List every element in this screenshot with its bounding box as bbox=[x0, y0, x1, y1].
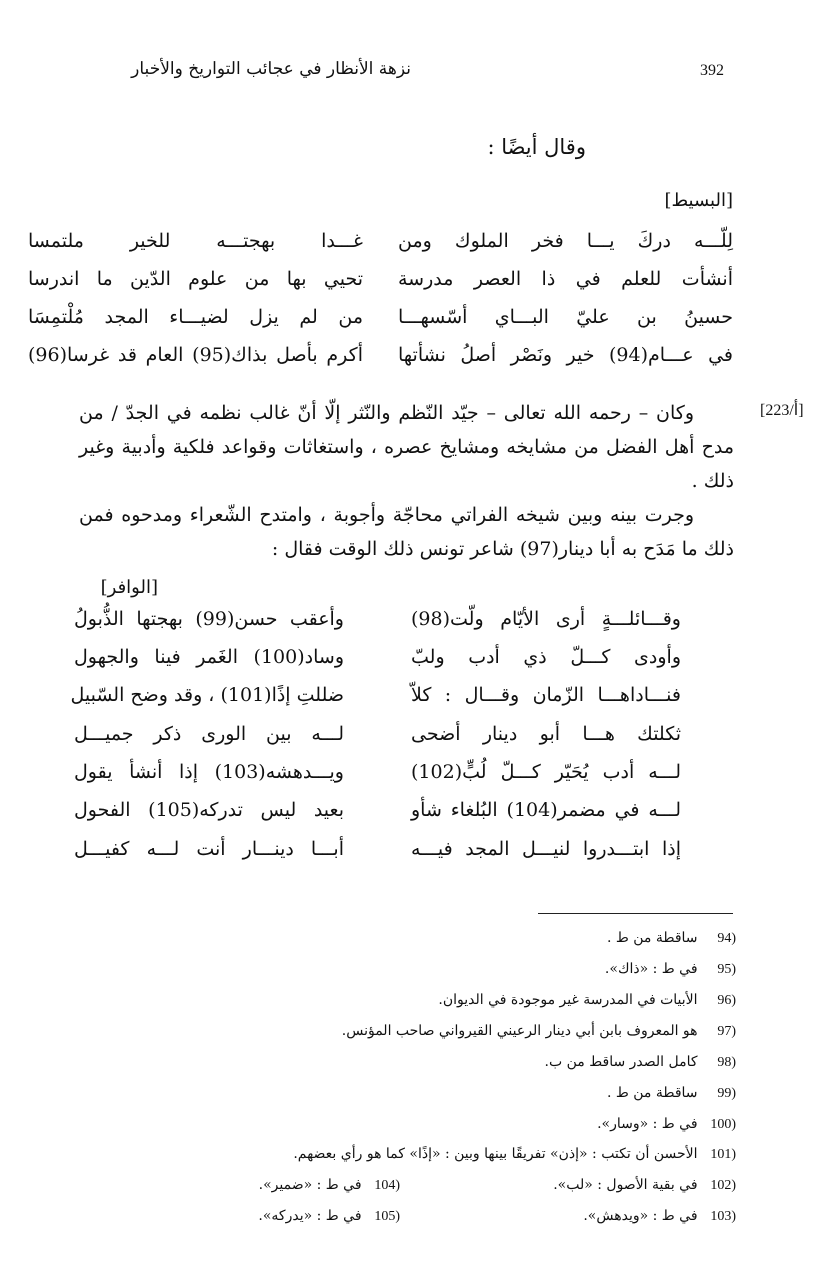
prose-block bbox=[79, 396, 734, 566]
footnote-text: كامل الصدر ساقط من ب. bbox=[544, 1054, 698, 1070]
verse-first-hemistich: ثكلتك هـــا أبو دينار أضحى bbox=[411, 723, 681, 745]
verse-first-hemistich: وقـــائلـــةٍ أرى الأيّام ولّت(98) bbox=[411, 608, 681, 630]
verse-second-hemistich: ويـــدهشه(103) إذا أنشأ يقول bbox=[74, 761, 344, 783]
poem2-verse bbox=[74, 799, 681, 833]
footnote-text: في بقية الأصول : «لب». bbox=[553, 1177, 698, 1193]
verse-first-hemistich: وأودى كـــلّ ذي أدب ولبّ bbox=[411, 646, 681, 668]
verse-first-hemistich: حسينُ بن عليّ البـــاي أسّسهـــا bbox=[398, 306, 733, 328]
footnote bbox=[553, 1177, 736, 1194]
verse-first-hemistich: في عـــام(94) خير ونَصْر أصلُ نشأتها bbox=[398, 344, 733, 366]
poem1-verse bbox=[28, 344, 733, 378]
poem2-verse bbox=[74, 646, 681, 680]
footnote bbox=[597, 1116, 736, 1133]
verse-second-hemistich: أكرم بأصل بذاك(95) العام قد غرسا(96) bbox=[28, 344, 363, 366]
footnote-number: (100 bbox=[710, 1117, 736, 1132]
verse-second-hemistich: لـــه بين الورى ذكر جميـــل bbox=[74, 723, 344, 745]
footnote bbox=[258, 1208, 400, 1225]
poem2-verse bbox=[74, 608, 681, 642]
folio-margin-reference: [223/أ] bbox=[760, 402, 804, 419]
footnote-text: الأبيات في المدرسة غير موجودة في الديوان. bbox=[438, 992, 698, 1008]
poem1-verse bbox=[28, 306, 733, 340]
verse-first-hemistich: لِلّـــه دركَ يـــا فخر الملوك ومن bbox=[398, 230, 733, 252]
footnote bbox=[438, 992, 736, 1009]
verse-second-hemistich: أبـــا دينـــار أنت لـــه كفيـــل bbox=[74, 838, 344, 860]
footnote bbox=[293, 1146, 736, 1163]
footnote-text: في ط : «ويدهش». bbox=[583, 1208, 698, 1224]
footnote-number: (94 bbox=[717, 931, 736, 946]
footnote-number: (103 bbox=[710, 1209, 736, 1224]
footnote bbox=[605, 961, 736, 978]
footnote-text: في ط : «يدركه». bbox=[258, 1208, 362, 1224]
footnote-number: (105 bbox=[374, 1209, 400, 1224]
footnote-number: (101 bbox=[710, 1147, 736, 1162]
footnote-text: هو المعروف بابن أبي دينار الرعيني القيرواني صاحب المؤنس. bbox=[341, 1023, 698, 1039]
poem2-verse bbox=[74, 761, 681, 795]
footnote bbox=[342, 1023, 736, 1040]
verse-first-hemistich: فنـــاداهـــا الزّمان وقـــال : كلاّ bbox=[411, 684, 681, 706]
footnote-separator bbox=[538, 913, 733, 914]
footnote bbox=[583, 1208, 736, 1225]
page-number: 392 bbox=[700, 62, 724, 79]
footnote-number: (96 bbox=[717, 993, 736, 1008]
running-title: نزهة الأنظار في عجائب التواريخ والأخبار bbox=[131, 59, 411, 79]
prose-paragraph: وجرت بينه وبين شيخه الفراتي محاجّة وأجوبة ، وامتدح الشّعراء ومدحوه فمن ذلك ما مَدَح به أبا دينار(97) شاعر تونس ذلك الوقت فقال : bbox=[79, 504, 734, 560]
footnote bbox=[607, 930, 736, 947]
poem1-meter: [البسيط] bbox=[664, 190, 733, 211]
footnote-number: (97 bbox=[717, 1024, 736, 1039]
verse-first-hemistich: لـــه في مضمر(104) البُلغاء شأو bbox=[411, 799, 681, 821]
poem2-meter: [الوافر] bbox=[100, 577, 158, 598]
poem2-verse bbox=[70, 684, 681, 718]
verse-second-hemistich: وساد(100) الغَمر فينا والجهول bbox=[74, 646, 344, 668]
footnote bbox=[259, 1177, 400, 1194]
prose-paragraph: وكان – رحمه الله تعالى – جيّد النّظم والنّثر إلّا أنّ غالب نظمه في الجدّ / من مدح أهل الفضل من مشايخه ومشايخ عصره ، واستغاثات وقواعد فلكية وأدبية وغير ذلك . bbox=[79, 402, 734, 492]
verse-second-hemistich: تحيي بها من علوم الدّين ما اندرسا bbox=[28, 268, 363, 290]
verse-first-hemistich: أنشأت للعلم في ذا العصر مدرسة bbox=[398, 268, 733, 290]
verse-second-hemistich: من لم يزل لضيـــاء المجد مُلْتمِسَا bbox=[28, 306, 363, 328]
intro-line: وقال أيضًا : bbox=[487, 135, 586, 159]
verse-second-hemistich: بعيد ليس تدركه(105) الفحول bbox=[74, 799, 344, 821]
footnote bbox=[545, 1054, 736, 1071]
footnote-text: في ط : «ضمير». bbox=[258, 1177, 362, 1193]
verse-first-hemistich: لـــه أدب يُحَيّر كـــلّ لُبٍّ(102) bbox=[411, 761, 681, 783]
footnote-number: (98 bbox=[717, 1055, 736, 1070]
verse-second-hemistich: وأعقب حسن(99) بهجتها الذُّبولُ bbox=[74, 608, 344, 630]
verse-second-hemistich: ضللتِ إذًا(101) ، وقد وضح السّبيل bbox=[70, 684, 344, 706]
footnote-number: (95 bbox=[717, 962, 736, 977]
footnote-number: (99 bbox=[717, 1086, 736, 1101]
footnote-number: (104 bbox=[374, 1178, 400, 1193]
verse-first-hemistich: إذا ابتـــدروا لنيـــل المجد فيـــه bbox=[411, 838, 681, 860]
poem2-verse bbox=[74, 838, 681, 872]
footnote bbox=[607, 1085, 736, 1102]
poem1-verse bbox=[28, 268, 733, 302]
poem2-verse bbox=[74, 723, 681, 757]
footnote-text: ساقطة من ط . bbox=[606, 1085, 698, 1101]
footnote-text: في ط : «ذاك». bbox=[604, 961, 698, 977]
footnote-text: في ط : «وسار». bbox=[597, 1116, 698, 1132]
poem1-verse bbox=[28, 230, 733, 264]
verse-second-hemistich: غـــدا بهجتـــه للخير ملتمسا bbox=[28, 230, 363, 252]
footnote-text: ساقطة من ط . bbox=[606, 930, 698, 946]
footnote-number: (102 bbox=[710, 1178, 736, 1193]
footnote-text: الأحسن أن تكتب : «إذن» تفريقًا بينها وبين : «إذًا» كما هو رأي بعضهم. bbox=[293, 1146, 698, 1162]
